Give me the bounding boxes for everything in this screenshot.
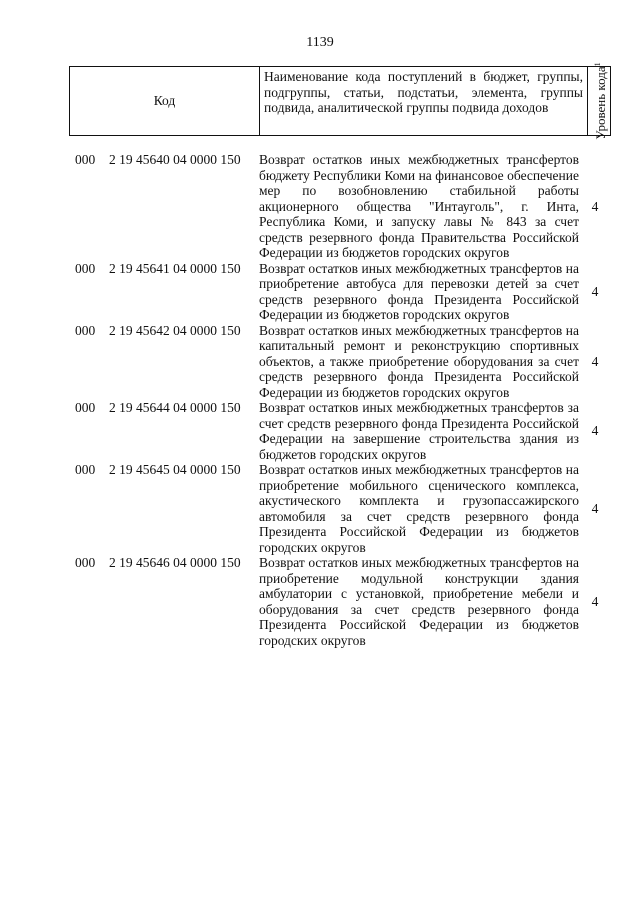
admin-code: 000 <box>75 400 96 415</box>
income-name: Возврат остатков иных межбюджетных трансфертов на приобретение мобильного сценического комплекса, акустического комплекта и грузопассажирского автомобиля за счет средств резервного фонда Президента Российской Федерации из бюджетов городских округов <box>259 462 579 555</box>
admin-code: 000 <box>75 322 96 338</box>
table-row <box>69 152 611 261</box>
header-level <box>588 62 610 140</box>
admin-code: 000 <box>75 462 96 477</box>
income-name: Возврат остатков иных межбюджетных трансфертов за счет средств резервного фонда Президента Российской Федерации на завершение строительства здания из бюджетов городских округов <box>259 400 579 462</box>
income-code: 2 19 45641 04 0000 150 <box>109 260 241 276</box>
table-body <box>69 152 611 648</box>
header-name: Наименование кода поступлений в бюджет, группы, подгруппы, статьи, подстатьи, элемента, группы подвида, аналитической группы подвида доходов <box>260 67 588 135</box>
admin-code: 000 <box>75 555 96 570</box>
header-level-label <box>591 62 607 139</box>
header-level-footnote: 1 <box>592 62 602 67</box>
income-name: Возврат остатков иных межбюджетных трансфертов бюджету Республики Коми на финансовое обеспечение мер по возобновлению стабильной работы акционерного общества "Интауголь", г. Инта, Республика Коми, и запуску лавы № 843 за счет средств резервного фонда Правительства Российской Федерации из бюджетов городских округов <box>259 152 579 260</box>
income-name: Возврат остатков иных межбюджетных трансфертов на капитальный ремонт и реконструкцию спортивных объектов, а также приобретение оборудования за счет средств резервного фонда Президента Российской Федерации из бюджетов городских округов <box>259 322 579 400</box>
header-code <box>70 67 260 135</box>
income-code: 2 19 45644 04 0000 150 <box>109 400 241 415</box>
table-header <box>69 62 611 140</box>
income-name: Возврат остатков иных межбюджетных трансфертов на приобретение автобуса для перевозки детей за счет средств резервного фонда Президента Российской Федерации из бюджетов городских округов <box>259 260 579 322</box>
code-level: 4 <box>591 593 599 609</box>
header-level-text: Уровень кода <box>593 66 609 140</box>
code-level: 4 <box>591 500 599 516</box>
income-name: Возврат остатков иных межбюджетных трансфертов на приобретение модульной конструкции здания амбулатории с установкой, приобретение мебели и оборудования за счет средств резервного фонда Президента Российской Федерации из бюджетов городских округов <box>259 555 579 648</box>
code-level: 4 <box>591 283 599 299</box>
code-level: 4 <box>591 353 599 369</box>
table-row <box>69 462 611 555</box>
income-code: 2 19 45645 04 0000 150 <box>109 462 241 477</box>
code-level: 4 <box>591 198 599 214</box>
code-level: 4 <box>591 423 599 439</box>
page-number: 1139 <box>306 35 334 50</box>
table-row <box>69 261 611 323</box>
table-row <box>69 555 611 648</box>
income-code: 2 19 45640 04 0000 150 <box>109 152 241 167</box>
table-row <box>69 323 611 401</box>
admin-code: 000 <box>75 260 96 276</box>
income-code: 2 19 45646 04 0000 150 <box>109 555 241 570</box>
income-code: 2 19 45642 04 0000 150 <box>109 322 241 338</box>
header-code-label: Код <box>153 93 176 109</box>
table-row <box>69 400 611 462</box>
admin-code: 000 <box>75 152 96 167</box>
